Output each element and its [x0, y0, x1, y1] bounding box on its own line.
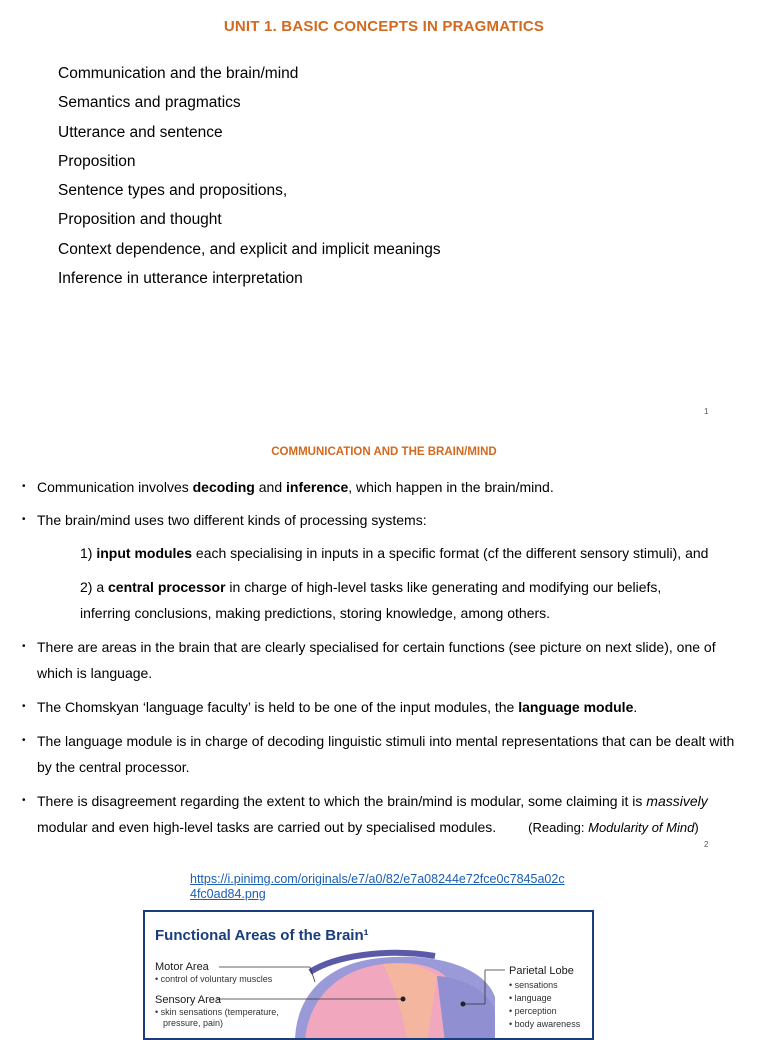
parietal-item: • body awareness [509, 1019, 581, 1029]
list-item: Proposition [58, 150, 441, 179]
topic-list [58, 62, 441, 296]
page-number: 2 [704, 840, 708, 849]
parietal-lobe-title: Parietal Lobe [509, 965, 574, 977]
bullet-dot: • [22, 634, 26, 660]
svg-text:Functional Areas of the Brain¹: Functional Areas of the Brain¹ [155, 927, 369, 944]
bullet-dot: • [22, 728, 26, 754]
motor-area-item: • control of voluntary muscles [155, 974, 273, 984]
list-item: Communication and the brain/mind [58, 62, 441, 91]
sensory-area-item: • skin sensations (temperature, [155, 1007, 279, 1017]
parietal-item: • language [509, 993, 552, 1003]
slide2-title: COMMUNICATION AND THE BRAIN/MIND [0, 446, 768, 458]
reading-reference: (Reading: Modularity of Mind) [528, 820, 699, 835]
figure-title: Functional Areas of the Brain [155, 927, 364, 944]
list-item: Context dependence, and explicit and implicit meanings [58, 238, 441, 267]
bullet-dot: • [22, 694, 26, 720]
bullet-dot: • [22, 788, 26, 814]
page-number: 1 [704, 407, 708, 416]
image-source-link[interactable]: https://i.pinimg.com/originals/e7/a0/82/e7a08244e72fce0c7845a02c4fc0ad84.png [190, 872, 570, 902]
sub-item-input-modules: 1) input modules each specialising in inputs in a specific format (cf the different sensory stimuli), and [80, 540, 740, 566]
list-item: Inference in utterance interpretation [58, 267, 441, 296]
list-item: Utterance and sentence [58, 121, 441, 150]
sensory-area-item-cont: pressure, pain) [163, 1018, 223, 1028]
parietal-item: • perception [509, 1006, 557, 1016]
list-item: Proposition and thought [58, 208, 441, 237]
brain-figure [143, 910, 594, 1040]
bullet-dot: • [22, 507, 26, 533]
parietal-item: • sensations [509, 980, 558, 990]
list-item: Semantics and pragmatics [58, 91, 441, 120]
brain-diagram [145, 912, 594, 1040]
slide1-title: UNIT 1. BASIC CONCEPTS IN PRAGMATICS [0, 18, 768, 35]
motor-area-title: Motor Area [155, 961, 210, 973]
bullet-dot: • [22, 474, 26, 500]
sensory-area-title: Sensory Area [155, 994, 222, 1006]
list-item: Sentence types and propositions, [58, 179, 441, 208]
sub-item-central-processor: 2) a central processor in charge of high-level tasks like generating and modifying our beliefs, inferring conclusions, making predictions, storing knowledge, among others. [80, 574, 740, 626]
